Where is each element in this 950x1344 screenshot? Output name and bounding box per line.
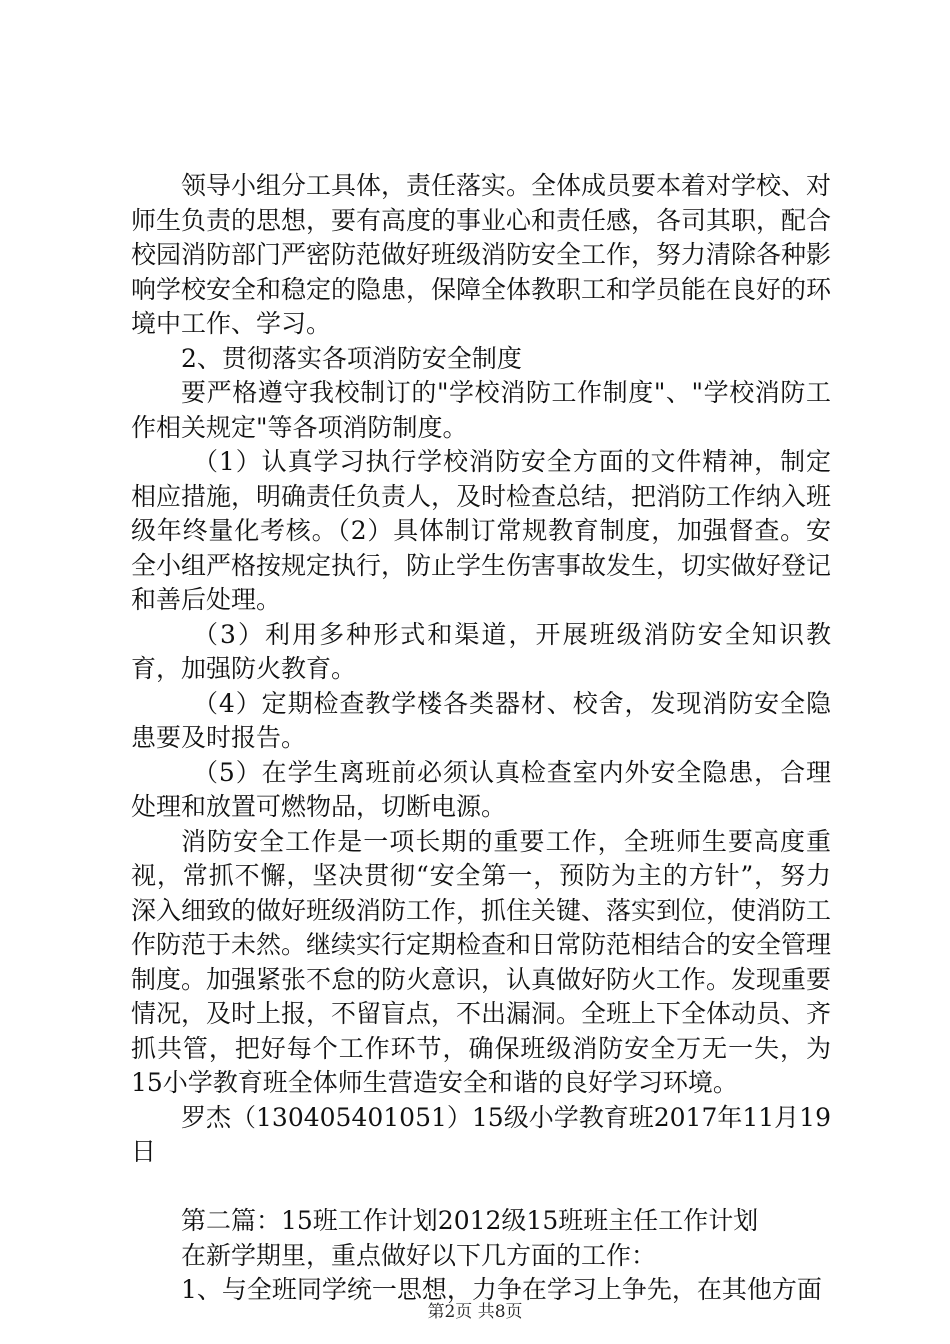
paragraph-item-1-2: （1）认真学习执行学校消防安全方面的文件精神，制定相应措施，明确责任负责人，及时检查总结，把消防工作纳入班级年终量化考核。（2）具体制订常规教育制度，加强督查。安全小组严格按规定执行，防止学生伤害事故发生，切实做好登记和善后处理。	[131, 447, 832, 614]
paragraph-long-term-work: 消防安全工作是一项长期的重要工作，全班师生要高度重视，常抓不懈，坚决贯彻“安全第一，预防为主的方针”，努力深入细致的做好班级消防工作，抓住关键、落实到位，使消防工作防范于未然。继续实行定期检查和日常防范相结合的安全管理制度。加强紧张不怠的防火意识，认真做好防火工作。发现重要情况，及时上报，不留盲点，不出漏洞。全班上下全体动员、齐抓共管，把好每个工作环节，确保班级消防安全万无一失，为15小学教育班全体师生营造安全和谐的良好学习环境。	[131, 826, 832, 1097]
page-number-footer: 第2页 共8页	[427, 1302, 523, 1322]
paragraph-item-4: （4）定期检查教学楼各类器材、校舍，发现消防安全隐患要及时报告。	[131, 688, 831, 752]
section-heading-fire-safety-system: 2、贯彻落实各项消防安全制度	[181, 343, 522, 373]
paragraph-item-unite-class: 1、与全班同学统一思想，力争在学习上争先，在其他方面	[181, 1275, 822, 1304]
paragraph-item-3: （3）利用多种形式和渠道，开展班级消防安全知识教育，加强防火教育。	[131, 619, 831, 683]
chapter-two-title: 第二篇：15班工作计划2012级15班班主任工作计划	[181, 1206, 759, 1235]
paragraph-new-semester: 在新学期里，重点做好以下几方面的工作：	[181, 1240, 657, 1270]
document-body	[131, 169, 831, 1308]
paragraph-item-5: （5）在学生离班前必须认真检查室内外安全隐患，合理处理和放置可燃物品，切断电源。	[131, 757, 831, 821]
paragraph-leadership-group: 领导小组分工具体，责任落实。全体成员要本着对学校、对师生负责的思想，要有高度的事业心和责任感，各司其职，配合校园消防部门严密防范做好班级消防安全工作，努力清除各种影响学校安全和稳定的隐患，保障全体教职工和学员能在良好的环境中工作、学习。	[131, 171, 832, 338]
paragraph-strict-compliance: 要严格遵守我校制订的"学校消防工作制度"、"学校消防工作相关规定"等各项消防制度。	[131, 378, 831, 442]
signature-line: 罗杰（130405401051）15级小学教育班2017年11月19日	[131, 1102, 831, 1166]
blank-line	[131, 1170, 831, 1205]
